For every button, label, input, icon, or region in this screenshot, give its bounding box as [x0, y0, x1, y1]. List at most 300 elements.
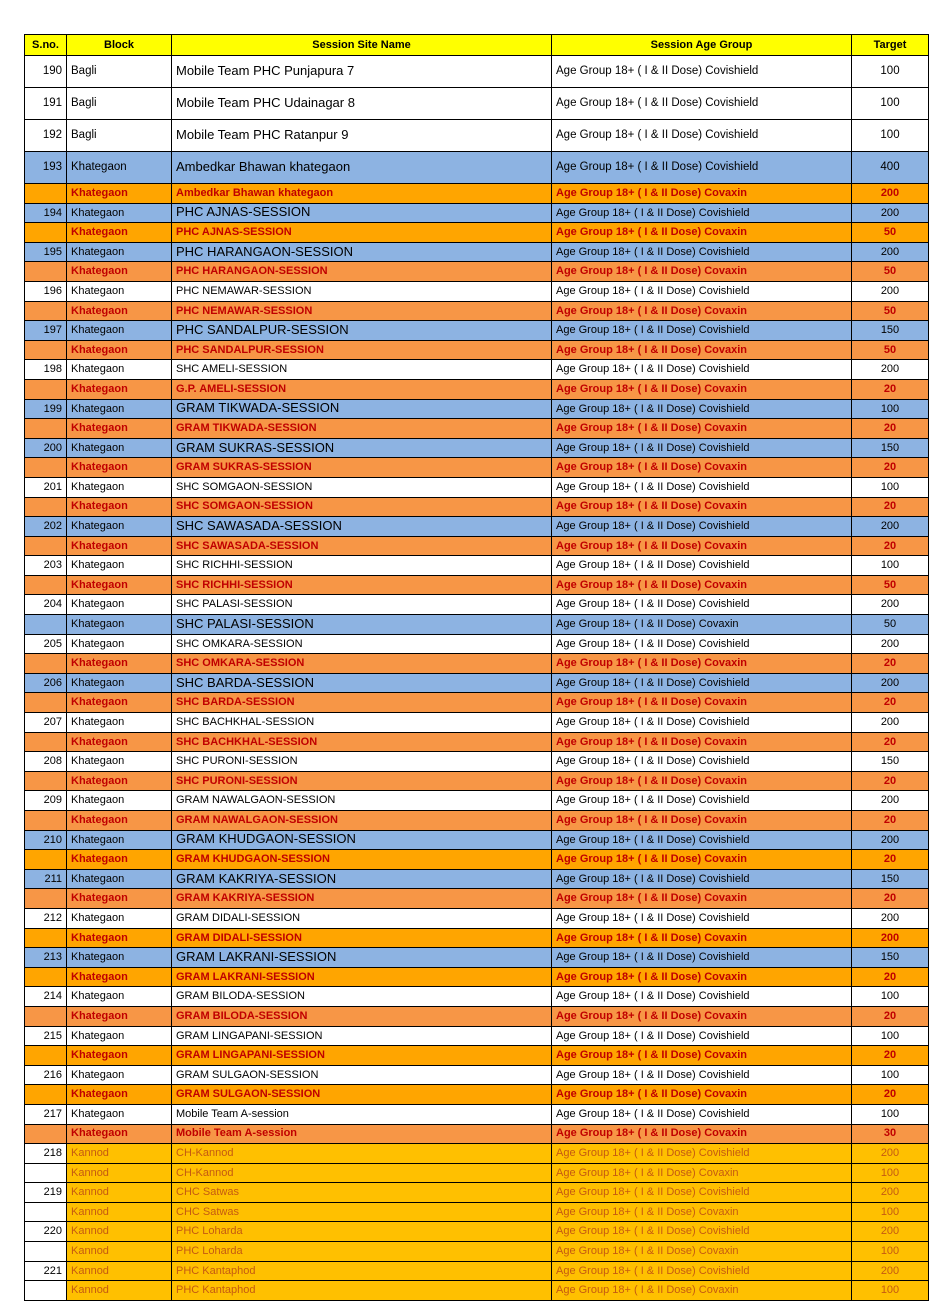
table-row: [25, 693, 929, 713]
cell-session-age-group: Age Group 18+ ( I & II Dose) Covishield: [552, 477, 852, 497]
cell-block: Khategaon: [67, 634, 172, 654]
cell-session-age-group: Age Group 18+ ( I & II Dose) Covishield: [552, 242, 852, 262]
cell-sno: 210: [25, 830, 67, 850]
cell-session-age-group: Age Group 18+ ( I & II Dose) Covishield: [552, 869, 852, 889]
cell-target: 100: [852, 399, 929, 419]
cell-session-site-name: GRAM TIKWADA-SESSION: [172, 419, 552, 439]
cell-sno: 212: [25, 908, 67, 928]
cell-session-age-group: Age Group 18+ ( I & II Dose) Covishield: [552, 152, 852, 184]
cell-block: Khategaon: [67, 536, 172, 556]
table-row: [25, 830, 929, 850]
cell-target: 200: [852, 830, 929, 850]
cell-session-site-name: SHC BARDA-SESSION: [172, 673, 552, 693]
cell-session-age-group: Age Group 18+ ( I & II Dose) Covaxin: [552, 1242, 852, 1262]
cell-session-site-name: GRAM KHUDGAON-SESSION: [172, 850, 552, 870]
cell-session-age-group: Age Group 18+ ( I & II Dose) Covaxin: [552, 262, 852, 282]
cell-block: Khategaon: [67, 556, 172, 576]
cell-block: Khategaon: [67, 399, 172, 419]
cell-sno: 202: [25, 517, 67, 537]
cell-session-age-group: Age Group 18+ ( I & II Dose) Covishield: [552, 1183, 852, 1203]
cell-sno: [25, 301, 67, 321]
cell-block: Khategaon: [67, 850, 172, 870]
table-row: [25, 458, 929, 478]
cell-session-age-group: Age Group 18+ ( I & II Dose) Covishield: [552, 1144, 852, 1164]
cell-session-site-name: GRAM LINGAPANI-SESSION: [172, 1046, 552, 1066]
cell-sno: 209: [25, 791, 67, 811]
cell-session-age-group: Age Group 18+ ( I & II Dose) Covaxin: [552, 1124, 852, 1144]
cell-session-age-group: Age Group 18+ ( I & II Dose) Covishield: [552, 56, 852, 88]
cell-sno: 194: [25, 203, 67, 223]
cell-session-site-name: SHC SAWASADA-SESSION: [172, 536, 552, 556]
cell-target: 20: [852, 654, 929, 674]
cell-block: Khategaon: [67, 575, 172, 595]
table-row: [25, 634, 929, 654]
cell-block: Kannod: [67, 1163, 172, 1183]
table-row: [25, 399, 929, 419]
cell-session-site-name: SHC PURONI-SESSION: [172, 752, 552, 772]
cell-session-site-name: CH-Kannod: [172, 1144, 552, 1164]
cell-session-age-group: Age Group 18+ ( I & II Dose) Covishield: [552, 595, 852, 615]
cell-target: 200: [852, 1144, 929, 1164]
table-row: [25, 850, 929, 870]
cell-session-site-name: GRAM BILODA-SESSION: [172, 1006, 552, 1026]
cell-session-age-group: Age Group 18+ ( I & II Dose) Covaxin: [552, 1085, 852, 1105]
cell-session-site-name: G.P. AMELI-SESSION: [172, 379, 552, 399]
table-row: [25, 791, 929, 811]
cell-session-site-name: SHC SOMGAON-SESSION: [172, 497, 552, 517]
cell-target: 50: [852, 575, 929, 595]
cell-sno: [25, 379, 67, 399]
cell-target: 200: [852, 1261, 929, 1281]
cell-sno: [25, 262, 67, 282]
cell-session-site-name: Mobile Team PHC Ratanpur 9: [172, 120, 552, 152]
cell-block: Khategaon: [67, 732, 172, 752]
cell-session-age-group: Age Group 18+ ( I & II Dose) Covishield: [552, 634, 852, 654]
cell-block: Khategaon: [67, 203, 172, 223]
cell-session-age-group: Age Group 18+ ( I & II Dose) Covaxin: [552, 771, 852, 791]
cell-sno: 200: [25, 438, 67, 458]
table-row: [25, 1026, 929, 1046]
cell-block: Khategaon: [67, 262, 172, 282]
table-row: [25, 120, 929, 152]
cell-sno: [25, 654, 67, 674]
table-row: [25, 713, 929, 733]
cell-session-age-group: Age Group 18+ ( I & II Dose) Covaxin: [552, 1202, 852, 1222]
cell-target: 20: [852, 850, 929, 870]
table-row: [25, 1144, 929, 1164]
cell-sno: 221: [25, 1261, 67, 1281]
cell-sno: [25, 811, 67, 831]
cell-sno: 198: [25, 360, 67, 380]
cell-block: Khategaon: [67, 693, 172, 713]
cell-session-site-name: SHC RICHHI-SESSION: [172, 556, 552, 576]
cell-session-site-name: GRAM TIKWADA-SESSION: [172, 399, 552, 419]
cell-block: Khategaon: [67, 1085, 172, 1105]
table-row: [25, 56, 929, 88]
cell-block: Khategaon: [67, 830, 172, 850]
cell-target: 50: [852, 615, 929, 635]
cell-session-age-group: Age Group 18+ ( I & II Dose) Covishield: [552, 203, 852, 223]
cell-session-site-name: SHC OMKARA-SESSION: [172, 654, 552, 674]
cell-session-age-group: Age Group 18+ ( I & II Dose) Covishield: [552, 321, 852, 341]
table-row: [25, 438, 929, 458]
cell-sno: [25, 967, 67, 987]
table-row: [25, 889, 929, 909]
cell-session-age-group: Age Group 18+ ( I & II Dose) Covaxin: [552, 967, 852, 987]
cell-session-age-group: Age Group 18+ ( I & II Dose) Covaxin: [552, 575, 852, 595]
cell-target: 200: [852, 713, 929, 733]
cell-session-age-group: Age Group 18+ ( I & II Dose) Covishield: [552, 908, 852, 928]
cell-session-site-name: SHC PALASI-SESSION: [172, 615, 552, 635]
cell-block: Khategaon: [67, 791, 172, 811]
table-row: [25, 262, 929, 282]
cell-block: Bagli: [67, 120, 172, 152]
cell-block: Khategaon: [67, 1104, 172, 1124]
table-row: [25, 908, 929, 928]
cell-target: 200: [852, 634, 929, 654]
cell-target: 100: [852, 477, 929, 497]
table-row: [25, 1242, 929, 1262]
cell-session-age-group: Age Group 18+ ( I & II Dose) Covishield: [552, 517, 852, 537]
cell-target: 100: [852, 1163, 929, 1183]
cell-block: Khategaon: [67, 419, 172, 439]
cell-sno: [25, 1085, 67, 1105]
cell-session-age-group: Age Group 18+ ( I & II Dose) Covaxin: [552, 379, 852, 399]
cell-sno: [25, 850, 67, 870]
cell-target: 200: [852, 281, 929, 301]
table-row: [25, 752, 929, 772]
cell-target: 200: [852, 360, 929, 380]
cell-session-site-name: PHC AJNAS-SESSION: [172, 223, 552, 243]
cell-session-site-name: CHC Satwas: [172, 1183, 552, 1203]
cell-session-age-group: Age Group 18+ ( I & II Dose) Covaxin: [552, 458, 852, 478]
cell-session-site-name: SHC SAWASADA-SESSION: [172, 517, 552, 537]
cell-block: Kannod: [67, 1183, 172, 1203]
table-row: [25, 1085, 929, 1105]
cell-session-age-group: Age Group 18+ ( I & II Dose) Covaxin: [552, 889, 852, 909]
cell-session-age-group: Age Group 18+ ( I & II Dose) Covaxin: [552, 497, 852, 517]
cell-sno: [25, 1163, 67, 1183]
cell-session-age-group: Age Group 18+ ( I & II Dose) Covaxin: [552, 811, 852, 831]
cell-sno: [25, 1202, 67, 1222]
cell-block: Khategaon: [67, 497, 172, 517]
cell-session-site-name: GRAM BILODA-SESSION: [172, 987, 552, 1007]
cell-block: Kannod: [67, 1222, 172, 1242]
cell-block: Khategaon: [67, 223, 172, 243]
cell-sno: [25, 771, 67, 791]
cell-sno: [25, 693, 67, 713]
cell-target: 20: [852, 419, 929, 439]
cell-target: 20: [852, 811, 929, 831]
cell-block: Khategaon: [67, 752, 172, 772]
cell-session-site-name: PHC SANDALPUR-SESSION: [172, 340, 552, 360]
cell-session-age-group: Age Group 18+ ( I & II Dose) Covaxin: [552, 340, 852, 360]
cell-block: Bagli: [67, 56, 172, 88]
cell-target: 20: [852, 379, 929, 399]
cell-sno: [25, 497, 67, 517]
session-sites-table: [24, 34, 929, 1301]
cell-session-site-name: Mobile Team A-session: [172, 1104, 552, 1124]
cell-block: Khategaon: [67, 811, 172, 831]
cell-session-site-name: PHC Loharda: [172, 1222, 552, 1242]
cell-target: 20: [852, 497, 929, 517]
table-row: [25, 88, 929, 120]
table-header: [25, 35, 929, 56]
cell-session-site-name: SHC BACHKHAL-SESSION: [172, 732, 552, 752]
cell-session-age-group: Age Group 18+ ( I & II Dose) Covishield: [552, 948, 852, 968]
cell-session-age-group: Age Group 18+ ( I & II Dose) Covaxin: [552, 693, 852, 713]
table-header-row: [25, 35, 929, 56]
cell-session-age-group: Age Group 18+ ( I & II Dose) Covishield: [552, 120, 852, 152]
cell-sno: 219: [25, 1183, 67, 1203]
cell-target: 20: [852, 1006, 929, 1026]
cell-sno: 216: [25, 1065, 67, 1085]
cell-session-site-name: Mobile Team PHC Punjapura 7: [172, 56, 552, 88]
cell-session-age-group: Age Group 18+ ( I & II Dose) Covaxin: [552, 223, 852, 243]
cell-block: Khategaon: [67, 595, 172, 615]
cell-session-age-group: Age Group 18+ ( I & II Dose) Covishield: [552, 399, 852, 419]
table-row: [25, 595, 929, 615]
cell-sno: [25, 419, 67, 439]
cell-target: 100: [852, 1026, 929, 1046]
cell-session-age-group: Age Group 18+ ( I & II Dose) Covishield: [552, 673, 852, 693]
cell-session-site-name: GRAM SUKRAS-SESSION: [172, 438, 552, 458]
cell-session-age-group: Age Group 18+ ( I & II Dose) Covaxin: [552, 1281, 852, 1301]
cell-block: Khategaon: [67, 379, 172, 399]
cell-session-age-group: Age Group 18+ ( I & II Dose) Covishield: [552, 752, 852, 772]
table-row: [25, 536, 929, 556]
table-row: [25, 223, 929, 243]
cell-sno: 213: [25, 948, 67, 968]
cell-session-age-group: Age Group 18+ ( I & II Dose) Covaxin: [552, 1163, 852, 1183]
cell-session-site-name: SHC SOMGAON-SESSION: [172, 477, 552, 497]
cell-block: Kannod: [67, 1261, 172, 1281]
table-row: [25, 1124, 929, 1144]
cell-block: Khategaon: [67, 340, 172, 360]
cell-session-age-group: Age Group 18+ ( I & II Dose) Covishield: [552, 987, 852, 1007]
cell-block: Khategaon: [67, 458, 172, 478]
cell-sno: 211: [25, 869, 67, 889]
cell-target: 20: [852, 771, 929, 791]
cell-session-site-name: SHC BARDA-SESSION: [172, 693, 552, 713]
cell-target: 200: [852, 595, 929, 615]
cell-block: Khategaon: [67, 869, 172, 889]
cell-session-site-name: GRAM NAWALGAON-SESSION: [172, 811, 552, 831]
cell-target: 200: [852, 908, 929, 928]
cell-block: Khategaon: [67, 967, 172, 987]
cell-session-site-name: GRAM LINGAPANI-SESSION: [172, 1026, 552, 1046]
table-row: [25, 497, 929, 517]
cell-block: Kannod: [67, 1202, 172, 1222]
cell-session-site-name: GRAM SULGAON-SESSION: [172, 1085, 552, 1105]
table-row: [25, 1222, 929, 1242]
cell-session-age-group: Age Group 18+ ( I & II Dose) Covishield: [552, 791, 852, 811]
table-row: [25, 948, 929, 968]
table-row: [25, 184, 929, 204]
cell-target: 100: [852, 120, 929, 152]
cell-target: 200: [852, 203, 929, 223]
cell-sno: 207: [25, 713, 67, 733]
cell-session-age-group: Age Group 18+ ( I & II Dose) Covishield: [552, 438, 852, 458]
cell-session-age-group: Age Group 18+ ( I & II Dose) Covaxin: [552, 850, 852, 870]
cell-target: 200: [852, 928, 929, 948]
cell-block: Khategaon: [67, 321, 172, 341]
cell-target: 100: [852, 987, 929, 1007]
table-row: [25, 1065, 929, 1085]
cell-sno: [25, 575, 67, 595]
cell-session-age-group: Age Group 18+ ( I & II Dose) Covishield: [552, 88, 852, 120]
table-row: [25, 477, 929, 497]
cell-session-age-group: Age Group 18+ ( I & II Dose) Covishield: [552, 1261, 852, 1281]
cell-session-site-name: PHC HARANGAON-SESSION: [172, 262, 552, 282]
cell-sno: 199: [25, 399, 67, 419]
cell-session-site-name: PHC NEMAWAR-SESSION: [172, 281, 552, 301]
table-row: [25, 732, 929, 752]
cell-target: 150: [852, 948, 929, 968]
cell-sno: 197: [25, 321, 67, 341]
table-row: [25, 242, 929, 262]
table-row: [25, 1163, 929, 1183]
cell-sno: [25, 458, 67, 478]
cell-session-age-group: Age Group 18+ ( I & II Dose) Covishield: [552, 1026, 852, 1046]
cell-sno: 196: [25, 281, 67, 301]
cell-session-site-name: PHC SANDALPUR-SESSION: [172, 321, 552, 341]
cell-target: 20: [852, 1046, 929, 1066]
cell-target: 100: [852, 1065, 929, 1085]
cell-block: Khategaon: [67, 713, 172, 733]
cell-sno: 192: [25, 120, 67, 152]
table-row: [25, 771, 929, 791]
cell-session-site-name: GRAM SULGAON-SESSION: [172, 1065, 552, 1085]
cell-block: Khategaon: [67, 242, 172, 262]
cell-session-site-name: Mobile Team PHC Udainagar 8: [172, 88, 552, 120]
table-row: [25, 1104, 929, 1124]
cell-session-site-name: GRAM KAKRIYA-SESSION: [172, 889, 552, 909]
cell-target: 100: [852, 56, 929, 88]
table-row: [25, 281, 929, 301]
cell-sno: 190: [25, 56, 67, 88]
table-row: [25, 1046, 929, 1066]
cell-session-site-name: CHC Satwas: [172, 1202, 552, 1222]
cell-target: 20: [852, 536, 929, 556]
cell-session-site-name: PHC HARANGAON-SESSION: [172, 242, 552, 262]
cell-session-age-group: Age Group 18+ ( I & II Dose) Covishield: [552, 556, 852, 576]
cell-block: Khategaon: [67, 615, 172, 635]
cell-session-age-group: Age Group 18+ ( I & II Dose) Covishield: [552, 1104, 852, 1124]
cell-session-age-group: Age Group 18+ ( I & II Dose) Covaxin: [552, 1006, 852, 1026]
table-row: [25, 340, 929, 360]
cell-session-age-group: Age Group 18+ ( I & II Dose) Covaxin: [552, 928, 852, 948]
cell-sno: 214: [25, 987, 67, 1007]
column-header-block: Block: [67, 35, 172, 56]
cell-session-site-name: GRAM LAKRANI-SESSION: [172, 948, 552, 968]
cell-sno: 220: [25, 1222, 67, 1242]
table-row: [25, 967, 929, 987]
cell-block: Khategaon: [67, 889, 172, 909]
cell-session-site-name: GRAM KAKRIYA-SESSION: [172, 869, 552, 889]
cell-target: 100: [852, 88, 929, 120]
cell-target: 200: [852, 184, 929, 204]
cell-block: Khategaon: [67, 1124, 172, 1144]
table-row: [25, 203, 929, 223]
cell-sno: [25, 340, 67, 360]
cell-target: 50: [852, 223, 929, 243]
table-row: [25, 1281, 929, 1301]
cell-sno: [25, 1046, 67, 1066]
cell-sno: [25, 928, 67, 948]
cell-target: 100: [852, 1202, 929, 1222]
cell-session-site-name: PHC Loharda: [172, 1242, 552, 1262]
cell-session-age-group: Age Group 18+ ( I & II Dose) Covaxin: [552, 732, 852, 752]
cell-block: Khategaon: [67, 301, 172, 321]
cell-sno: [25, 615, 67, 635]
cell-session-age-group: Age Group 18+ ( I & II Dose) Covishield: [552, 1222, 852, 1242]
cell-target: 20: [852, 732, 929, 752]
cell-target: 50: [852, 301, 929, 321]
cell-target: 150: [852, 438, 929, 458]
cell-block: Khategaon: [67, 152, 172, 184]
cell-sno: 206: [25, 673, 67, 693]
cell-target: 100: [852, 1281, 929, 1301]
cell-session-age-group: Age Group 18+ ( I & II Dose) Covishield: [552, 713, 852, 733]
cell-session-site-name: GRAM KHUDGAON-SESSION: [172, 830, 552, 850]
cell-block: Khategaon: [67, 771, 172, 791]
cell-sno: 205: [25, 634, 67, 654]
cell-target: 100: [852, 1104, 929, 1124]
cell-target: 150: [852, 869, 929, 889]
table-row: [25, 1006, 929, 1026]
table-row: [25, 654, 929, 674]
cell-session-site-name: SHC AMELI-SESSION: [172, 360, 552, 380]
cell-session-site-name: SHC PALASI-SESSION: [172, 595, 552, 615]
cell-sno: 191: [25, 88, 67, 120]
cell-sno: 204: [25, 595, 67, 615]
cell-block: Kannod: [67, 1242, 172, 1262]
cell-session-site-name: PHC AJNAS-SESSION: [172, 203, 552, 223]
cell-session-age-group: Age Group 18+ ( I & II Dose) Covishield: [552, 830, 852, 850]
cell-sno: [25, 184, 67, 204]
cell-block: Khategaon: [67, 948, 172, 968]
cell-sno: 208: [25, 752, 67, 772]
cell-session-age-group: Age Group 18+ ( I & II Dose) Covaxin: [552, 1046, 852, 1066]
cell-target: 20: [852, 693, 929, 713]
cell-block: Khategaon: [67, 987, 172, 1007]
cell-session-site-name: Ambedkar Bhawan khategaon: [172, 184, 552, 204]
cell-target: 200: [852, 517, 929, 537]
cell-target: 200: [852, 242, 929, 262]
table-row: [25, 811, 929, 831]
cell-sno: 218: [25, 1144, 67, 1164]
cell-session-site-name: PHC Kantaphod: [172, 1281, 552, 1301]
column-header-target: Target: [852, 35, 929, 56]
cell-session-site-name: GRAM DIDALI-SESSION: [172, 908, 552, 928]
cell-block: Khategaon: [67, 517, 172, 537]
cell-sno: 193: [25, 152, 67, 184]
cell-sno: [25, 732, 67, 752]
table-row: [25, 869, 929, 889]
cell-session-age-group: Age Group 18+ ( I & II Dose) Covaxin: [552, 184, 852, 204]
cell-target: 150: [852, 752, 929, 772]
table-row: [25, 673, 929, 693]
cell-target: 20: [852, 458, 929, 478]
cell-session-site-name: CH-Kannod: [172, 1163, 552, 1183]
cell-target: 50: [852, 340, 929, 360]
cell-sno: [25, 223, 67, 243]
cell-target: 30: [852, 1124, 929, 1144]
cell-sno: [25, 1124, 67, 1144]
cell-session-site-name: SHC BACHKHAL-SESSION: [172, 713, 552, 733]
table-row: [25, 517, 929, 537]
